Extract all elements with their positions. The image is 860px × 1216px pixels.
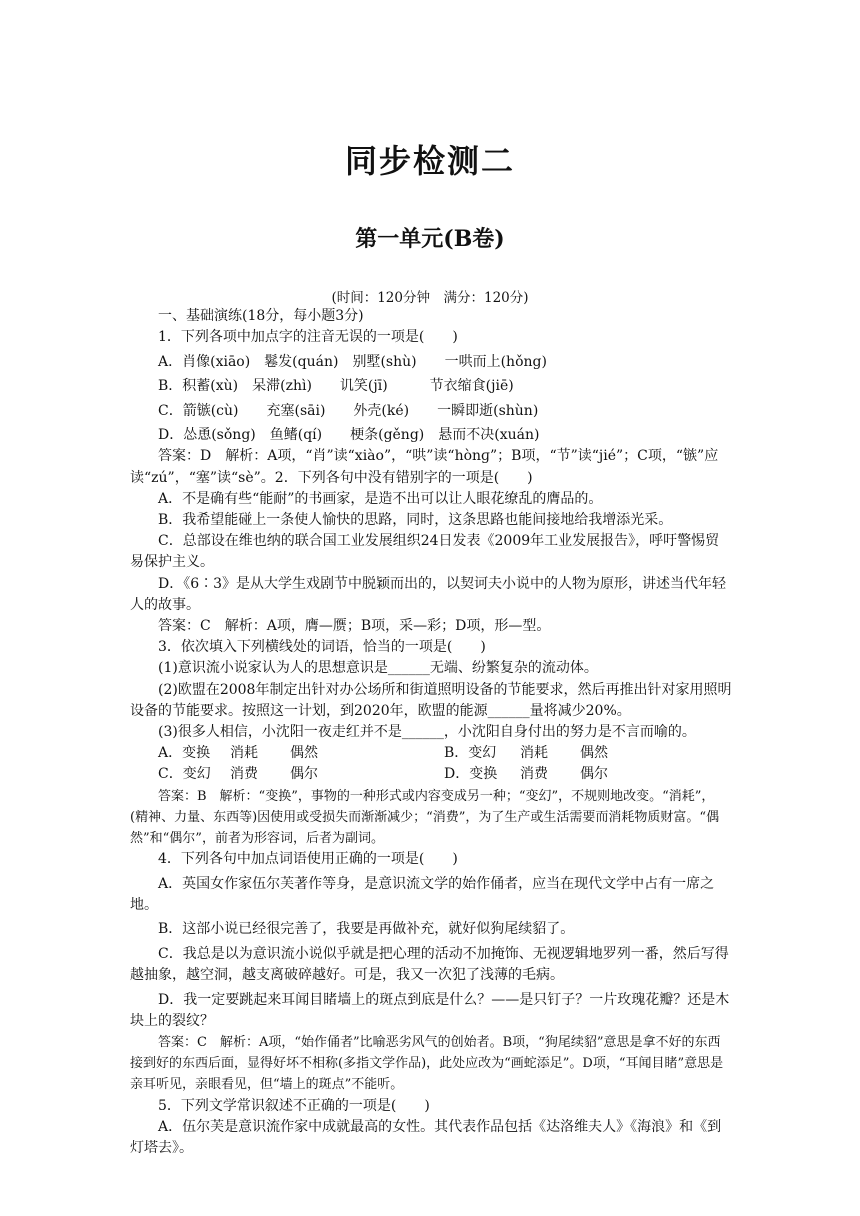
question-body	[130, 306, 732, 1159]
q1-answer: 答案：D 解析：A项，“肖”读“xiào”，“哄”读“hònɡ”；B项，“节”读“jié”；C项，“镞”应读“zú”，“塞”读“sè”。2．下列各句中没有错别字的一项是( )	[130, 448, 719, 486]
q2-option-d: D．《6∶3》是从大学生戏剧节中脱颖而出的，以契诃夫小说中的人物为原形，讲述当代年轻人的故事。	[130, 575, 727, 613]
q3-options-row-1	[130, 743, 732, 764]
q3-options-row-2	[130, 764, 732, 785]
q3-sentence-1: (1)意识流小说家认为人的思想意识是______无端、纷繁复杂的流动体。	[158, 660, 598, 677]
q5-stem: 5．下列文学常识叙述不正确的一项是( )	[158, 1097, 430, 1114]
q3-option-c-word3: 偶尔	[290, 766, 318, 783]
q3-option-b-word2: 消耗	[520, 745, 548, 762]
page-title: 同步检测二	[344, 142, 515, 180]
q3-answer: 答案：B 解析：“变换”，事物的一种形式或内容变成另一种；“变幻”，不规则地改变。“消耗”，(精神、力量、东西等)因使用或受损失而渐渐减少；“消费”，为了生产或生活需要而消耗物质财富。“偶然”和“偶尔”，前者为形容词，后者为副词。	[130, 788, 720, 847]
q3-option-a-word2: 消耗	[230, 745, 258, 762]
q1-option-a: A．肖像(xiāo) 鬈发(quán) 别墅(shù) 一哄而上(hǒng)	[158, 353, 547, 370]
q1-option-c: C．箭镞(cù) 充塞(sāi) 外壳(ké) 一瞬即逝(shùn)	[158, 402, 539, 419]
q4-stem: 4．下列各句中加点词语使用正确的一项是( )	[158, 851, 458, 868]
q3-option-b-word1: B．变幻	[444, 745, 497, 762]
unit-subtitle: 第一单元(B卷)	[355, 226, 505, 252]
q3-option-d-word3: 偶尔	[580, 766, 608, 783]
q4-option-c: C．我总是以为意识流小说似乎就是把心理的活动不加掩饰、无视逻辑地罗列一番，然后写得越抽象，越空洞，越支离破碎越好。可是，我又一次犯了浅薄的毛病。	[130, 945, 729, 984]
q3-option-d-word1: D．变换	[444, 766, 498, 783]
exam-meta: (时间：120分钟 满分：120分)	[331, 290, 529, 306]
q2-option-a: A．不是确有些“能耐”的书画家，是造不出可以让人眼花缭乱的膺品的。	[158, 490, 603, 507]
q1-stem: 1．下列各项中加点字的注音无误的一项是( )	[158, 329, 458, 346]
q3-sentence-2: (2)欧盟在2008年制定出针对办公场所和街道照明设备的节能要求，然后再推出针对家用照明设备的节能要求。按照这一计划，到2020年，欧盟的能源______量将减少20%。	[130, 681, 732, 719]
q4-option-b: B．这部小说已经很完善了，我要是再做补充，就好似狗尾续貂了。	[158, 921, 575, 938]
q3-option-b-word3: 偶然	[580, 745, 608, 762]
q3-option-d-word2: 消费	[520, 766, 548, 783]
section-heading: 一、基础演练(18分，每小题3分)	[158, 308, 364, 324]
q3-option-a-word3: 偶然	[290, 745, 318, 762]
q5-option-a: A．伍尔芙是意识流作家中成就最高的女性。其代表作品包括《达洛维夫人》《海浪》和《到灯塔去》。	[130, 1118, 722, 1157]
q3-option-c-word2: 消费	[230, 766, 258, 783]
q4-answer: 答案：C 解析：A项，“始作俑者”比喻恶劣风气的创始者。B项，“狗尾续貂”意思是拿不好的东西接到好的东西后面，显得好坏不相称(多指文学作品)，此处应改为“画蛇添足”。D项，“耳闻目睹”意思是亲耳听见，亲眼看见，但“墙上的斑点”不能听。	[130, 1035, 724, 1093]
q1-option-b: B．积蓄(xù) 呆滞(zhì) 讥笑(jī) 节衣缩食(jiē)	[158, 378, 514, 395]
q3-sentence-3: (3)很多人相信，小沈阳一夜走红并不是______，小沈阳自身付出的努力是不言而喻的。	[158, 724, 696, 741]
q2-answer: 答案：C 解析：A项，膺—赝；B项，采—彩；D项，形—型。	[158, 618, 551, 635]
q3-stem: 3．依次填入下列横线处的词语，恰当的一项是( )	[158, 639, 486, 656]
q1-option-d: D．怂恿(sǒng) 鱼鳍(qí) 梗条(gěng) 悬而不决(xuán)	[158, 427, 540, 444]
q3-option-a-word1: A．变换	[158, 745, 211, 762]
q4-option-d: D．我一定要跳起来耳闻目睹墙上的斑点到底是什么？——是只钉子？一片玫瑰花瓣？还是木块上的裂纹？	[130, 991, 730, 1029]
q4-option-a: A．英国女作家伍尔芙著作等身，是意识流文学的始作俑者，应当在现代文学中占有一席之地。	[130, 875, 715, 913]
q3-option-c-word1: C．变幻	[158, 766, 211, 783]
q2-option-b: B．我希望能碰上一条使人愉快的思路，同时，这条思路也能间接地给我增添光采。	[158, 512, 673, 529]
q2-option-c: C．总部设在维也纳的联合国工业发展组织24日发表《2009年工业发展报告》，呼吁警惕贸易保护主义。	[130, 533, 720, 571]
